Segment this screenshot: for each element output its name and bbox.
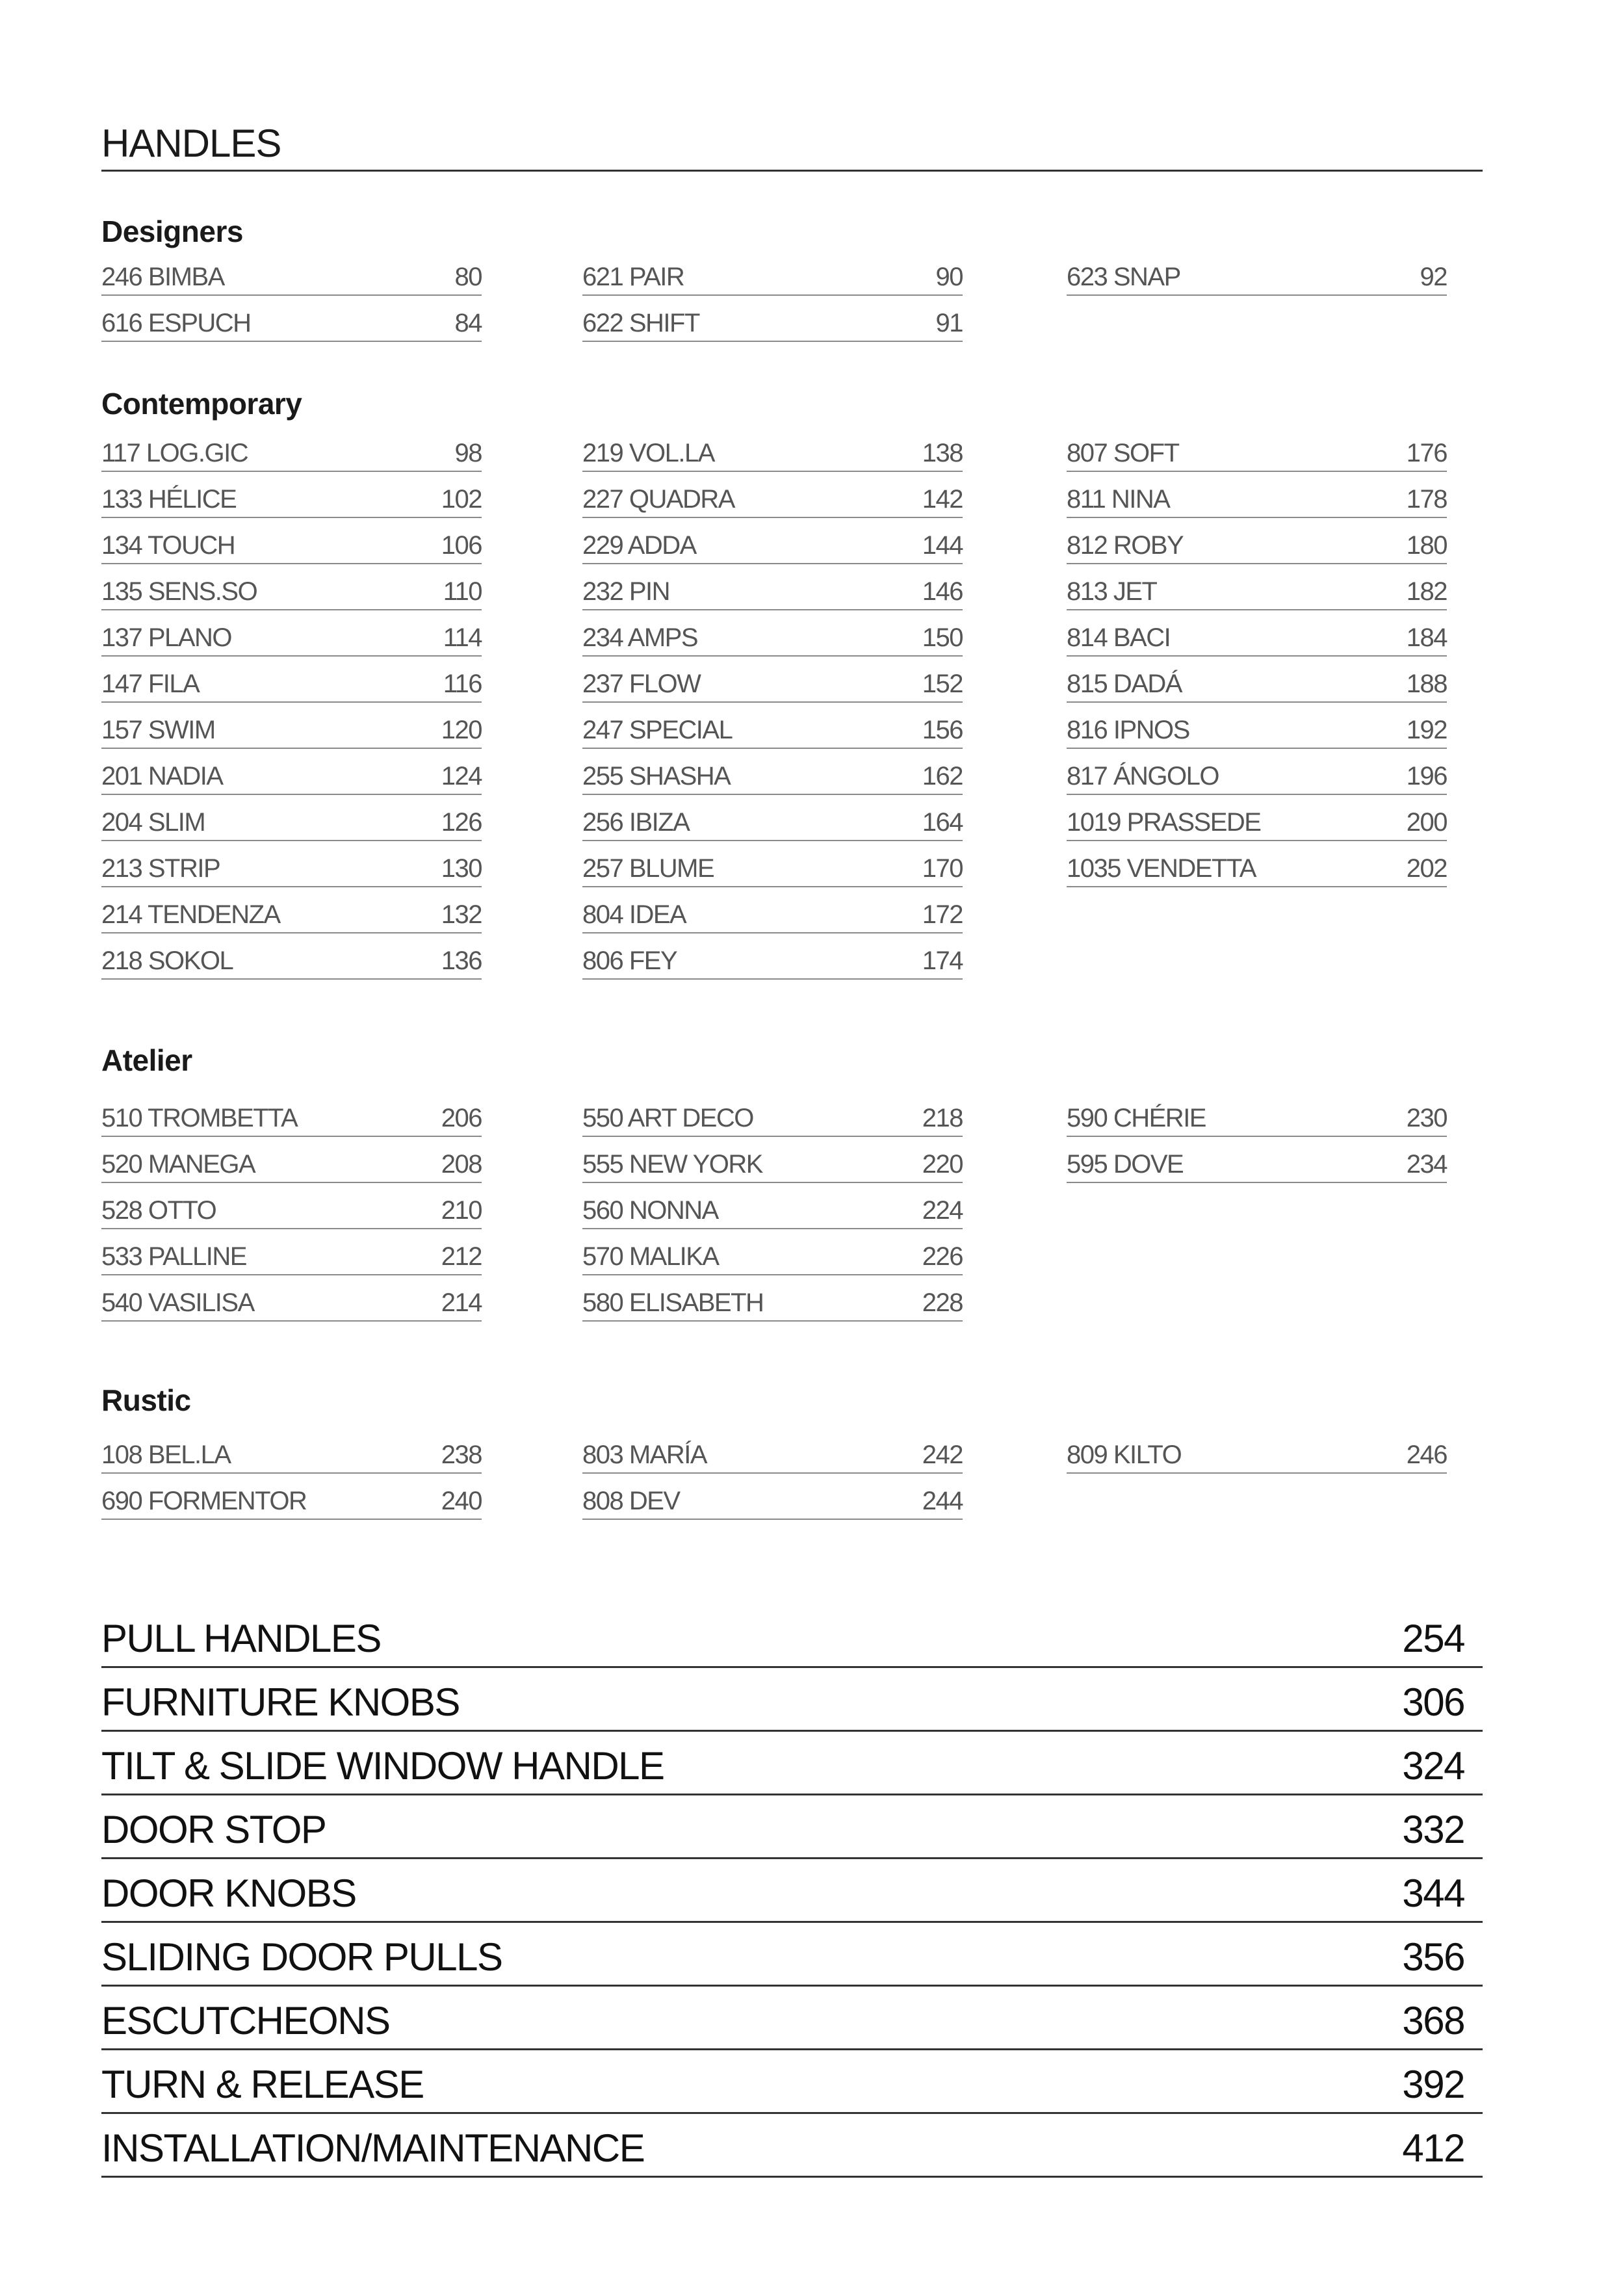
- item-page: 218: [922, 1104, 963, 1132]
- index-row: [101, 2114, 1483, 2178]
- item-name: 816 IPNOS: [1067, 716, 1189, 744]
- item-page: 174: [922, 946, 963, 975]
- item-page: 102: [441, 485, 482, 514]
- item-name: 560 NONNA: [582, 1196, 718, 1225]
- item-page: 234: [1406, 1150, 1447, 1179]
- item-page: 172: [922, 900, 963, 929]
- item-page: 208: [441, 1150, 482, 1179]
- item-name: 811 NINA: [1067, 485, 1170, 514]
- item-name: 218 SOKOL: [101, 946, 233, 975]
- item-page: 230: [1406, 1104, 1447, 1132]
- list-item: [1067, 610, 1447, 657]
- index-page: 254: [1402, 1617, 1464, 1660]
- list-item: [101, 518, 482, 564]
- list-item: [1067, 1091, 1447, 1137]
- item-page: 238: [441, 1441, 482, 1469]
- list-item: [101, 887, 482, 933]
- item-name: 817 ÁNGOLO: [1067, 762, 1219, 790]
- item-page: 192: [1406, 716, 1447, 744]
- list-item: [582, 1091, 963, 1137]
- item-page: 130: [441, 854, 482, 883]
- designers-column-3: [1067, 250, 1447, 296]
- item-name: 219 VOL.LA: [582, 439, 714, 467]
- list-item: [101, 1091, 482, 1137]
- list-item: [101, 564, 482, 610]
- item-page: 164: [922, 808, 963, 837]
- index-row: [101, 1795, 1483, 1859]
- item-page: 126: [441, 808, 482, 837]
- index-row: [101, 1668, 1483, 1732]
- item-page: 150: [922, 623, 963, 652]
- item-name: 580 ELISABETH: [582, 1288, 764, 1317]
- item-name: 134 TOUCH: [101, 531, 235, 560]
- index-name: ESCUTCHEONS: [101, 1999, 390, 2042]
- item-name: 623 SNAP: [1067, 263, 1180, 291]
- list-item: [582, 933, 963, 980]
- list-item: [1067, 749, 1447, 795]
- item-page: 224: [922, 1196, 963, 1225]
- item-name: 137 PLANO: [101, 623, 231, 652]
- item-page: 170: [922, 854, 963, 883]
- item-name: 232 PIN: [582, 577, 670, 606]
- item-page: 156: [922, 716, 963, 744]
- item-page: 182: [1406, 577, 1447, 606]
- item-name: 595 DOVE: [1067, 1150, 1184, 1179]
- list-item: [101, 1428, 482, 1474]
- item-name: 807 SOFT: [1067, 439, 1179, 467]
- item-page: 162: [922, 762, 963, 790]
- item-name: 814 BACI: [1067, 623, 1171, 652]
- item-page: 120: [441, 716, 482, 744]
- category-index: [101, 1604, 1483, 2178]
- item-name: 540 VASILISA: [101, 1288, 254, 1317]
- list-item: [582, 1275, 963, 1322]
- atelier-column-1: [101, 1091, 482, 1322]
- item-page: 188: [1406, 670, 1447, 698]
- list-item: [582, 610, 963, 657]
- item-name: 812 ROBY: [1067, 531, 1184, 560]
- list-item: [101, 472, 482, 518]
- item-name: 690 FORMENTOR: [101, 1487, 307, 1515]
- index-name: INSTALLATION/MAINTENANCE: [101, 2126, 645, 2170]
- item-name: 520 MANEGA: [101, 1150, 255, 1179]
- item-page: 214: [441, 1288, 482, 1317]
- item-page: 206: [441, 1104, 482, 1132]
- list-item: [1067, 703, 1447, 749]
- list-item: [582, 749, 963, 795]
- list-item: [582, 887, 963, 933]
- item-name: 108 BEL.LA: [101, 1441, 231, 1469]
- item-page: 106: [441, 531, 482, 560]
- item-name: 246 BIMBA: [101, 263, 224, 291]
- section-title-contemporary: Contemporary: [101, 387, 302, 421]
- item-page: 136: [441, 946, 482, 975]
- contemporary-column-2: [582, 426, 963, 980]
- list-item: [1067, 564, 1447, 610]
- index-name: FURNITURE KNOBS: [101, 1680, 460, 1724]
- index-row: [101, 1604, 1483, 1668]
- list-item: [101, 933, 482, 980]
- rustic-column-3: [1067, 1428, 1447, 1474]
- item-name: 257 BLUME: [582, 854, 714, 883]
- item-name: 234 AMPS: [582, 623, 698, 652]
- index-row: [101, 1923, 1483, 1987]
- index-page: 412: [1402, 2126, 1464, 2170]
- list-item: [1067, 1428, 1447, 1474]
- item-page: 132: [441, 900, 482, 929]
- item-name: 247 SPECIAL: [582, 716, 733, 744]
- list-item: [1067, 841, 1447, 887]
- list-item: [101, 1474, 482, 1520]
- item-page: 146: [922, 577, 963, 606]
- atelier-column-2: [582, 1091, 963, 1322]
- item-name: 237 FLOW: [582, 670, 701, 698]
- item-name: 1019 PRASSEDE: [1067, 808, 1261, 837]
- item-name: 808 DEV: [582, 1487, 680, 1515]
- list-item: [101, 1275, 482, 1322]
- list-item: [101, 250, 482, 296]
- list-item: [582, 1474, 963, 1520]
- page-title: HANDLES: [101, 120, 1483, 172]
- item-page: 92: [1420, 263, 1447, 291]
- item-page: 228: [922, 1288, 963, 1317]
- item-name: 621 PAIR: [582, 263, 684, 291]
- item-name: 533 PALLINE: [101, 1242, 246, 1271]
- section-title-atelier: Atelier: [101, 1043, 192, 1077]
- list-item: [101, 426, 482, 472]
- item-page: 212: [441, 1242, 482, 1271]
- item-name: 528 OTTO: [101, 1196, 216, 1225]
- atelier-column-3: [1067, 1091, 1447, 1183]
- index-row: [101, 2050, 1483, 2114]
- list-item: [582, 426, 963, 472]
- list-item: [582, 250, 963, 296]
- item-page: 240: [441, 1487, 482, 1515]
- item-page: 80: [454, 263, 482, 291]
- item-name: 803 MARÍA: [582, 1441, 707, 1469]
- list-item: [1067, 1137, 1447, 1183]
- item-name: 804 IDEA: [582, 900, 686, 929]
- list-item: [101, 657, 482, 703]
- list-item: [582, 657, 963, 703]
- item-page: 144: [922, 531, 963, 560]
- item-page: 202: [1406, 854, 1447, 883]
- list-item: [101, 703, 482, 749]
- list-item: [101, 1183, 482, 1229]
- item-name: 815 DADÁ: [1067, 670, 1182, 698]
- item-name: 1035 VENDETTA: [1067, 854, 1256, 883]
- list-item: [101, 795, 482, 841]
- list-item: [582, 1428, 963, 1474]
- item-name: 213 STRIP: [101, 854, 220, 883]
- item-page: 98: [454, 439, 482, 467]
- rustic-column-1: [101, 1428, 482, 1520]
- index-name: DOOR KNOBS: [101, 1872, 356, 1915]
- item-name: 616 ESPUCH: [101, 309, 251, 337]
- item-name: 806 FEY: [582, 946, 677, 975]
- list-item: [582, 703, 963, 749]
- list-item: [582, 795, 963, 841]
- list-item: [582, 1183, 963, 1229]
- list-item: [1067, 472, 1447, 518]
- item-name: 813 JET: [1067, 577, 1157, 606]
- item-name: 147 FILA: [101, 670, 200, 698]
- item-page: 176: [1406, 439, 1447, 467]
- item-name: 201 NADIA: [101, 762, 223, 790]
- index-page: 306: [1402, 1680, 1464, 1724]
- item-page: 110: [443, 577, 482, 606]
- item-page: 200: [1406, 808, 1447, 837]
- list-item: [582, 296, 963, 342]
- list-item: [1067, 426, 1447, 472]
- rustic-column-2: [582, 1428, 963, 1520]
- item-name: 570 MALIKA: [582, 1242, 719, 1271]
- item-page: 220: [922, 1150, 963, 1179]
- item-page: 178: [1406, 485, 1447, 514]
- index-name: DOOR STOP: [101, 1808, 326, 1851]
- contemporary-column-1: [101, 426, 482, 980]
- item-name: 117 LOG.GIC: [101, 439, 248, 467]
- list-item: [582, 841, 963, 887]
- item-page: 114: [443, 623, 482, 652]
- item-name: 227 QUADRA: [582, 485, 734, 514]
- item-page: 152: [922, 670, 963, 698]
- index-row: [101, 1732, 1483, 1795]
- index-row: [101, 1987, 1483, 2050]
- item-page: 180: [1406, 531, 1447, 560]
- item-name: 133 HÉLICE: [101, 485, 237, 514]
- item-page: 142: [922, 485, 963, 514]
- index-page: 324: [1402, 1744, 1464, 1788]
- list-item: [582, 1229, 963, 1275]
- list-item: [101, 296, 482, 342]
- list-item: [582, 518, 963, 564]
- index-page: 356: [1402, 1935, 1464, 1979]
- list-item: [1067, 657, 1447, 703]
- item-name: 214 TENDENZA: [101, 900, 280, 929]
- list-item: [1067, 795, 1447, 841]
- section-title-designers: Designers: [101, 215, 243, 248]
- item-name: 157 SWIM: [101, 716, 215, 744]
- item-page: 196: [1406, 762, 1447, 790]
- item-name: 229 ADDA: [582, 531, 696, 560]
- item-page: 116: [443, 670, 482, 698]
- item-name: 135 SENS.SO: [101, 577, 257, 606]
- section-title-rustic: Rustic: [101, 1383, 191, 1417]
- item-name: 510 TROMBETTA: [101, 1104, 298, 1132]
- index-row: [101, 1859, 1483, 1923]
- item-page: 91: [935, 309, 963, 337]
- contemporary-column-3: [1067, 426, 1447, 887]
- index-page: 332: [1402, 1808, 1464, 1851]
- index-name: SLIDING DOOR PULLS: [101, 1935, 502, 1979]
- list-item: [101, 1137, 482, 1183]
- designers-column-1: [101, 250, 482, 342]
- item-page: 138: [922, 439, 963, 467]
- item-name: 555 NEW YORK: [582, 1150, 762, 1179]
- item-name: 550 ART DECO: [582, 1104, 753, 1132]
- list-item: [582, 564, 963, 610]
- item-name: 809 KILTO: [1067, 1441, 1182, 1469]
- item-page: 90: [935, 263, 963, 291]
- index-page: 344: [1402, 1872, 1464, 1915]
- designers-column-2: [582, 250, 963, 342]
- item-page: 242: [922, 1441, 963, 1469]
- index-name: TILT & SLIDE WINDOW HANDLE: [101, 1744, 664, 1788]
- index-page: 368: [1402, 1999, 1464, 2042]
- list-item: [101, 1229, 482, 1275]
- item-name: 255 SHASHA: [582, 762, 731, 790]
- list-item: [1067, 250, 1447, 296]
- item-page: 246: [1406, 1441, 1447, 1469]
- item-name: 622 SHIFT: [582, 309, 699, 337]
- list-item: [101, 610, 482, 657]
- list-item: [582, 472, 963, 518]
- list-item: [101, 749, 482, 795]
- index-name: PULL HANDLES: [101, 1617, 381, 1660]
- item-name: 204 SLIM: [101, 808, 205, 837]
- index-name: TURN & RELEASE: [101, 2063, 424, 2106]
- list-item: [1067, 518, 1447, 564]
- item-page: 210: [441, 1196, 482, 1225]
- item-page: 184: [1406, 623, 1447, 652]
- item-page: 244: [922, 1487, 963, 1515]
- item-page: 226: [922, 1242, 963, 1271]
- item-name: 590 CHÉRIE: [1067, 1104, 1206, 1132]
- item-page: 84: [454, 309, 482, 337]
- list-item: [582, 1137, 963, 1183]
- item-name: 256 IBIZA: [582, 808, 690, 837]
- item-page: 124: [441, 762, 482, 790]
- list-item: [101, 841, 482, 887]
- index-page: 392: [1402, 2063, 1464, 2106]
